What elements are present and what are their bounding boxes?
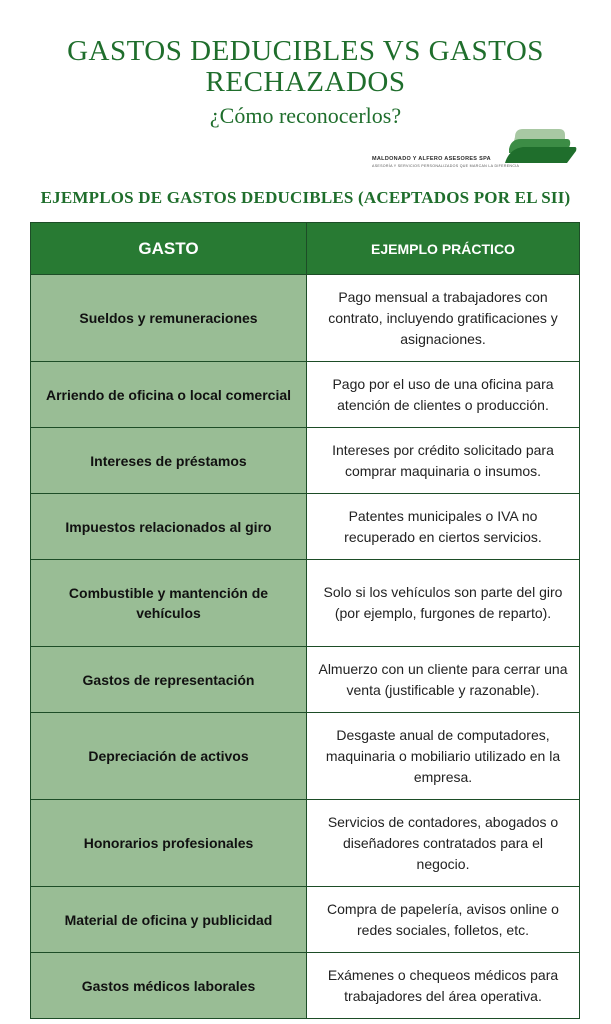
table-row [31,886,579,952]
table-row [31,493,579,559]
gasto-cell: Honorarios profesionales [31,800,307,886]
column-header-ejemplo: EJEMPLO PRÁCTICO [371,240,515,257]
gasto-cell: Combustible y mantención de vehículos [31,560,307,646]
ejemplo-cell: Solo si los vehículos son parte del giro (por ejemplo, furgones de reparto). [307,560,579,646]
ejemplo-cell: Pago por el uso de una oficina para atención de clientes o producción. [307,362,579,427]
table-row [31,799,579,886]
company-logo [372,127,577,169]
gasto-cell: Sueldos y remuneraciones [31,275,307,361]
logo-tagline: ASESORÍA Y SERVICIOS PERSONALIZADOS QUE MARCAN LA DIFERENCIA [372,164,520,168]
section-title: EJEMPLOS DE GASTOS DEDUCIBLES (ACEPTADOS POR EL SII) [40,188,571,207]
gasto-cell: Depreciación de activos [31,713,307,799]
gasto-cell: Material de oficina y publicidad [31,887,307,952]
deductible-expenses-table [30,222,580,1019]
leaf-logo-icon [505,127,577,167]
table-row [31,559,579,646]
column-header-gasto: GASTO [31,223,307,274]
gasto-cell: Impuestos relacionados al giro [31,494,307,559]
ejemplo-cell: Patentes municipales o IVA no recuperado en ciertos servicios. [307,494,579,559]
page-title: GASTOS DEDUCIBLES VS GASTOS RECHAZADOS [67,35,544,98]
gasto-cell: Intereses de préstamos [31,428,307,493]
table-header-row [31,223,579,274]
ejemplo-cell: Exámenes o chequeos médicos para trabajadores del área operativa. [307,953,579,1018]
ejemplo-cell: Pago mensual a trabajadores con contrato, incluyendo gratificaciones y asignaciones. [307,275,579,361]
ejemplo-cell: Intereses por crédito solicitado para comprar maquinaria o insumos. [307,428,579,493]
logo-company-name: MALDONADO Y ALFERO ASESORES SPA [372,156,491,162]
page-subtitle: ¿Cómo reconocerlos? [209,103,402,128]
table-row [31,646,579,712]
gasto-cell: Gastos de representación [31,647,307,712]
table-row [31,952,579,1018]
table-row [31,427,579,493]
ejemplo-cell: Servicios de contadores, abogados o diseñadores contratados para el negocio. [307,800,579,886]
ejemplo-cell: Almuerzo con un cliente para cerrar una venta (justificable y razonable). [307,647,579,712]
ejemplo-cell: Desgaste anual de computadores, maquinaria o mobiliario utilizado en la empresa. [307,713,579,799]
table-row [31,712,579,799]
gasto-cell: Gastos médicos laborales [31,953,307,1018]
table-row [31,361,579,427]
table-row [31,274,579,361]
gasto-cell: Arriendo de oficina o local comercial [31,362,307,427]
ejemplo-cell: Compra de papelería, avisos online o redes sociales, folletos, etc. [307,887,579,952]
